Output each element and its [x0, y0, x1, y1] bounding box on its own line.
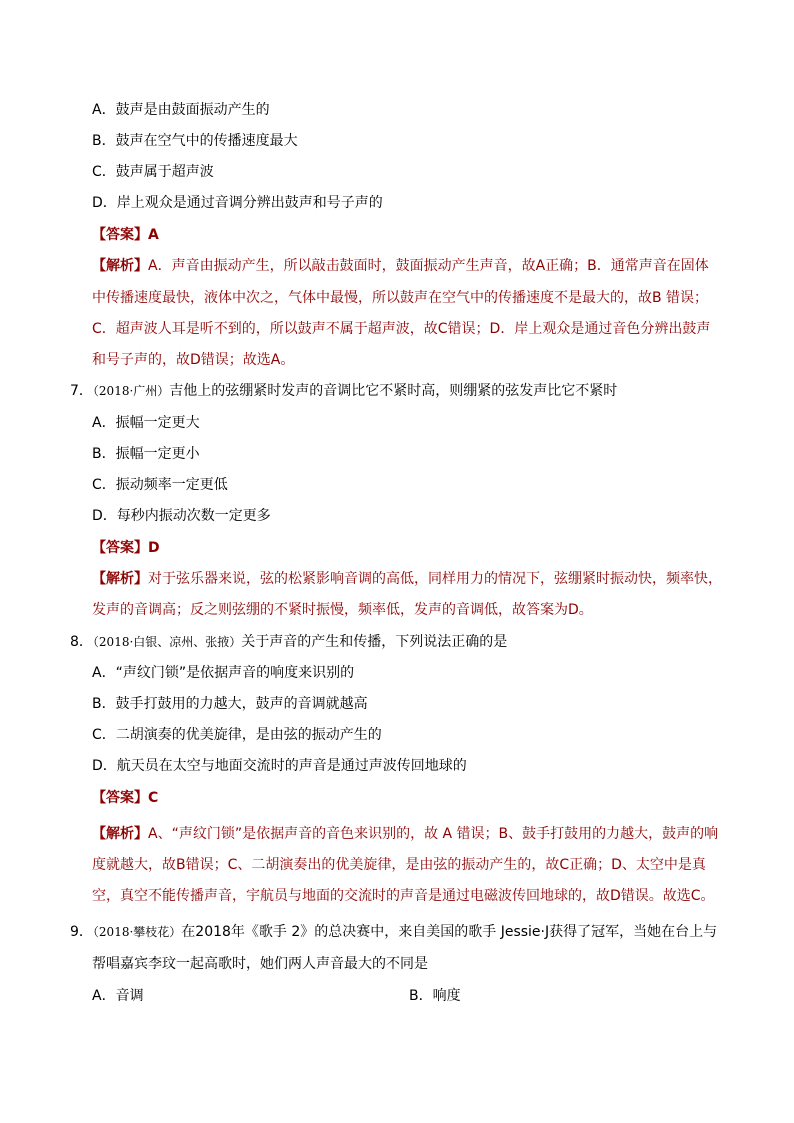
explanation-text: 对于弦乐器来说，弦的松紧影响音调的高低，同样用力的情况下，弦绷紧时振动快，频率快， [148, 571, 722, 587]
q6-option-a: A．鼓声是由鼓面振动产生的 [92, 102, 270, 118]
q8-explanation-line-1 [92, 824, 718, 844]
q9-option-a: A．音调 [92, 988, 144, 1004]
question-source: （2018·攀枝花） [92, 925, 182, 939]
q7-option-b: B．振幅一定更小 [92, 446, 200, 462]
q6-explanation-line-1 [92, 256, 709, 276]
q6-explanation-line-4: 和号子声的，故D错误；故选A。 [92, 352, 295, 368]
question-text: 吉他上的弦绷紧时发声的音调比它不紧时高，则绷紧的弦发声比它不紧时 [169, 383, 618, 399]
answer-tag: 【答案】 [92, 790, 148, 806]
question-text: 在2018年《歌手 2》的总决赛中，来自美国的歌手 Jessie·J获得了冠军，当她在台上与 [181, 924, 718, 940]
answer-value: D [148, 540, 160, 556]
q7-option-c: C．振动频率一定更低 [92, 477, 228, 493]
explanation-tag: 【解析】 [92, 826, 148, 842]
q6-option-c: C．鼓声属于超声波 [92, 164, 214, 180]
q8-option-c: C．二胡演奏的优美旋律，是由弦的振动产生的 [92, 727, 382, 743]
q7-answer [92, 538, 160, 558]
explanation-tag: 【解析】 [92, 258, 148, 274]
explanation-text: A．声音由振动产生，所以敲击鼓面时，鼓面振动产生声音，故A正确；B．通常声音在固体 [148, 258, 709, 274]
q8-option-d: D．航天员在太空与地面交流时的声音是通过声波传回地球的 [92, 758, 467, 774]
question-source: （2018·广州） [92, 384, 170, 398]
question-source: （2018·白银、凉州、张掖） [92, 635, 242, 649]
question-number: 7． [70, 383, 93, 399]
q8-option-b: B．鼓手打鼓用的力越大，鼓声的音调就越高 [92, 696, 368, 712]
answer-tag: 【答案】 [92, 227, 148, 243]
q6-explanation-line-2: 中传播速度最快，液体中次之，气体中最慢，所以鼓声在空气中的传播速度不是最大的，故B 错误； [92, 290, 709, 306]
q9-option-b: B．响度 [409, 988, 461, 1004]
question-number: 8． [70, 634, 93, 650]
q7-explanation-line-1 [92, 569, 722, 589]
answer-value: A [148, 227, 159, 243]
question-text: 关于声音的产生和传播，下列说法正确的是 [241, 634, 508, 650]
answer-tag: 【答案】 [92, 540, 148, 556]
q6-option-b: B．鼓声在空气中的传播速度最大 [92, 133, 298, 149]
q8-explanation-line-2: 度就越大，故B错误；C、二胡演奏出的优美旋律，是由弦的振动产生的，故C正确；D、太空中是真 [92, 857, 706, 873]
q6-option-d: D．岸上观众是通过音调分辨出鼓声和号子声的 [92, 195, 383, 211]
q6-explanation-line-3: C．超声波人耳是听不到的，所以鼓声不属于超声波，故C错误；D．岸上观众是通过音色分辨出鼓声 [92, 321, 711, 337]
explanation-text: A、“声纹门锁”是依据声音的音色来识别的，故 A 错误；B、鼓手打鼓用的力越大，鼓声的响 [148, 826, 719, 842]
q8-stem [70, 632, 507, 652]
q7-explanation-line-2: 发声的音调高；反之则弦绷的不紧时振慢，频率低，发声的音调低，故答案为D。 [92, 602, 593, 618]
q9-stem-line-2: 帮唱嘉宾李玟一起高歌时，她们两人声音最大的不同是 [92, 956, 428, 972]
q6-answer [92, 225, 159, 245]
q7-stem [70, 381, 617, 401]
q8-option-a: A．“声纹门锁”是依据声音的响度来识别的 [92, 665, 355, 681]
q7-option-d: D．每秒内振动次数一定更多 [92, 508, 271, 524]
explanation-tag: 【解析】 [92, 571, 148, 587]
answer-value: C [148, 790, 159, 806]
question-number: 9． [70, 924, 93, 940]
q8-answer [92, 788, 158, 808]
q7-option-a: A．振幅一定更大 [92, 415, 200, 431]
q9-stem-line-1 [70, 922, 717, 942]
q8-explanation-line-3: 空，真空不能传播声音，宇航员与地面的交流时的声音是通过电磁波传回地球的，故D错误。故选C。 [92, 888, 715, 904]
